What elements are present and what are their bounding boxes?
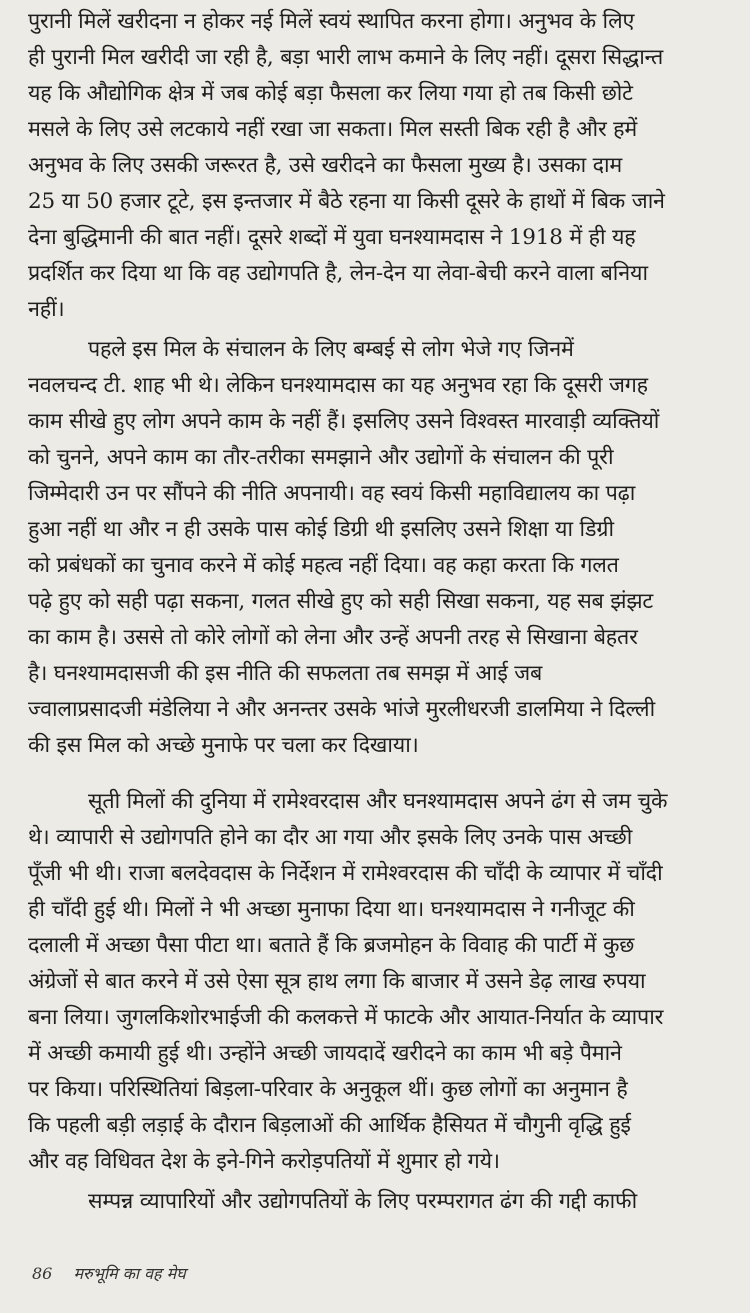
paragraph-start-line: पहले इस मिल के संचालन के लिए बम्बई से लोग भेजे गए जिनमें [88,337,574,362]
text-line: ही पुरानी मिल खरीदी जा रही है, बड़ा भारी लाभ कमाने के लिए नहीं। दूसरा सिद्धान्त [28,45,664,70]
text-line: हुआ नहीं था और न ही उसके पास कोई डिग्री थी इसलिए उसने शिक्षा या डिग्री [28,517,614,542]
page-footer [32,1262,186,1284]
text-line: का काम है। उससे तो कोरे लोगों को लेना और उन्हें अपनी तरह से सिखाना बेहतर [28,625,638,650]
text-line: नहीं। [28,297,65,322]
text-line: नवलचन्द टी. शाह भी थे। लेकिन घनश्यामदास का यह अनुभव रहा कि दूसरी जगह [28,373,648,398]
text-line: ही चाँदी हुई थी। मिलों ने भी अच्छा मुनाफा दिया था। घनश्यामदास ने गनीजूट की [28,897,635,922]
text-line: पढ़े हुए को सही पढ़ा सकना, गलत सीखे हुए को सही सिखा सकना, यह सब झंझट [28,589,654,614]
text-line: प्रदर्शित कर दिया था कि वह उद्योगपति है, लेन-देन या लेवा-बेची करने वाला बनिया [28,261,648,286]
text-line: कि पहली बड़ी लड़ाई के दौरान बिड़लाओं की आर्थिक हैसियत में चौगुनी वृद्धि हुई [28,1113,631,1138]
text-line: पुरानी मिलें खरीदना न होकर नई मिलें स्वयं स्थापित करना होगा। अनुभव के लिए [28,9,635,34]
text-line: को प्रबंधकों का चुनाव करने में कोई महत्व नहीं दिया। वह कहा करता कि गलत [28,553,619,578]
text-line: की इस मिल को अच्छे मुनाफे पर चला कर दिखाया। [28,733,419,758]
text-line: मसले के लिए उसे लटकाये नहीं रखा जा सकता। मिल सस्ती बिक रही है और हमें [28,117,638,142]
text-line: और वह विधिवत देश के इने-गिने करोड़पतियों में शुमार हो गये। [28,1149,500,1174]
paragraph-start-line: सूती मिलों की दुनिया में रामेश्वरदास और घनश्यामदास अपने ढंग से जम चुके [88,789,668,814]
text-line: पूँजी भी थी। राजा बलदेवदास के निर्देशन में रामेश्वरदास की चाँदी के व्यापार में चाँदी [28,861,663,886]
running-title: मरुभूमि का वह मेघ [73,1264,186,1283]
text-line: देना बुद्धिमानी की बात नहीं। दूसरे शब्दों में युवा घनश्यामदास ने 1918 में ही यह [28,225,636,250]
text-line: यह कि औद्योगिक क्षेत्र में जब कोई बड़ा फैसला कर लिया गया हो तब किसी छोटे [28,81,633,106]
text-line: अनुभव के लिए उसकी जरूरत है, उसे खरीदने का फैसला मुख्य है। उसका दाम [28,153,623,178]
text-line: अंग्रेजों से बात करने में उसे ऐसा सूत्र हाथ लगा कि बाजार में उसने डेढ़ लाख रुपया [28,969,646,994]
text-line: बना लिया। जुगलकिशोरभाईजी की कलकत्ते में फाटके और आयात-निर्यात के व्यापार [28,1005,664,1030]
text-line: दलाली में अच्छा पैसा पीटा था। बताते हैं कि ब्रजमोहन के विवाह की पार्टी में कुछ [28,933,635,958]
paragraph-start-line: सम्पन्न व्यापारियों और उद्योगपतियों के लिए परम्परागत ढंग की गद्दी काफी [88,1189,637,1214]
text-line: 25 या 50 हजार टूटे, इस इन्तजार में बैठे रहना या किसी दूसरे के हाथों में बिक जाने [28,189,665,214]
text-line: जिम्मेदारी उन पर सौंपने की नीति अपनायी। वह स्वयं किसी महाविद्यालय का पढ़ा [28,481,636,506]
text-line: है। घनश्यामदासजी की इस नीति की सफलता तब समझ में आई जब [28,661,543,686]
text-line: में अच्छी कमायी हुई थी। उन्होंने अच्छी जायदादें खरीदने का काम भी बड़े पैमाने [28,1041,622,1066]
text-line: ज्वालाप्रसादजी मंडेलिया ने और अनन्तर उसके भांजे मुरलीधरजी डालमिया ने दिल्ली [28,697,655,722]
text-line: पर किया। परिस्थितियां बिड़ला-परिवार के अनुकूल थीं। कुछ लोगों का अनुमान है [28,1077,628,1102]
page-number: 86 [32,1264,53,1283]
text-line: को चुनने, अपने काम का तौर-तरीका समझाने और उद्योगों के संचालन की पूरी [28,445,614,470]
text-line: काम सीखे हुए लोग अपने काम के नहीं हैं। इसलिए उसने विश्वस्त मारवाड़ी व्यक्तियों [28,409,660,434]
text-line: थे। व्यापारी से उद्योगपति होने का दौर आ गया और इसके लिए उनके पास अच्छी [28,825,633,850]
